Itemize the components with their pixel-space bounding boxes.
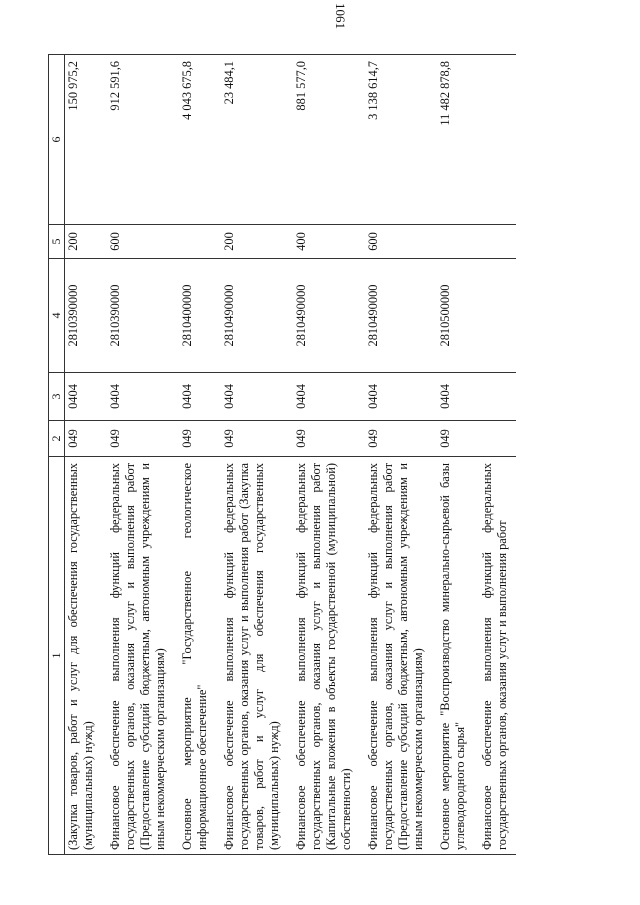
row-rz: 0404 [102, 373, 174, 421]
row-csr: 2810400000 [174, 259, 216, 373]
row-vr: 600 [360, 225, 432, 259]
budget-table [48, 54, 516, 855]
table-row [288, 55, 360, 855]
row-gr: 049 [360, 421, 432, 457]
table-row [216, 55, 288, 855]
row-csr: 2810490000 [216, 259, 288, 373]
row-vr: 200 [216, 225, 288, 259]
table-row [65, 55, 103, 855]
row-sum: 23 484,1 [216, 55, 288, 225]
row-rz: 0404 [360, 373, 432, 421]
row-sum: 912 591,6 [102, 55, 174, 225]
rotated-table-container [48, 55, 528, 855]
row-rz: 0404 [216, 373, 288, 421]
row-name: Финансовое обеспечение выполнения функций федеральных государственных органов, оказания услуг и выполнения работ (Закупка товаров, работ и услуг для обеспечения государственных (муниципальных) нужд) [216, 457, 288, 855]
row-gr: 049 [65, 421, 103, 457]
row-csr: 2810490000 [288, 259, 360, 373]
table-row [432, 55, 474, 855]
row-rz: 0404 [174, 373, 216, 421]
table-row [102, 55, 174, 855]
row-csr [474, 259, 516, 373]
header-row [49, 55, 65, 855]
row-gr: 049 [432, 421, 474, 457]
row-vr [174, 225, 216, 259]
row-csr: 2810390000 [65, 259, 103, 373]
row-sum: 11 482 878,8 [432, 55, 474, 225]
row-gr: 049 [102, 421, 174, 457]
row-name: Финансовое обеспечение выполнения функций федеральных государственных органов, оказания услуг и выполнения работ (Капитальные вложения в объекты государственной (муниципальной) собственности) [288, 457, 360, 855]
row-gr: 049 [216, 421, 288, 457]
row-vr: 400 [288, 225, 360, 259]
row-sum: 3 138 614,7 [360, 55, 432, 225]
row-gr [474, 421, 516, 457]
row-name: Финансовое обеспечение выполнения функций федеральных государственных органов, оказания услуг и выполнения работ (Предоставление субсидий бюджетным, автономным учреждениям и иным некоммерческим организациям) [102, 457, 174, 855]
row-vr: 600 [102, 225, 174, 259]
row-sum: 4 043 675,8 [174, 55, 216, 225]
header-col-5: 5 [49, 225, 65, 259]
row-rz [474, 373, 516, 421]
row-vr [432, 225, 474, 259]
row-name: Финансовое обеспечение выполнения функций федеральных государственных органов, оказания услуг и выполнения работ (Предоставление субсидий бюджетным, автономным учреждениям и иным некоммерческим организациям) [360, 457, 432, 855]
header-col-4: 4 [49, 259, 65, 373]
row-gr: 049 [174, 421, 216, 457]
page-number: 1061 [333, 3, 348, 29]
row-name: (Закупка товаров, работ и услуг для обеспечения государственных (муниципальных) нужд) [65, 457, 103, 855]
row-vr: 200 [65, 225, 103, 259]
header-col-3: 3 [49, 373, 65, 421]
row-sum: 881 577,0 [288, 55, 360, 225]
header-col-1: 1 [49, 457, 65, 855]
row-rz: 0404 [65, 373, 103, 421]
table-row [474, 55, 516, 855]
row-name: Основное мероприятие "Государственное геологическое информационное обеспечение" [174, 457, 216, 855]
row-name: Основное мероприятие "Воспроизводство минерально-сырьевой базы углеводородного сырья" [432, 457, 474, 855]
row-sum: 150 975,2 [65, 55, 103, 225]
row-csr: 2810490000 [360, 259, 432, 373]
row-rz: 0404 [288, 373, 360, 421]
row-name: Финансовое обеспечение выполнения функций федеральных государственных органов, оказания услуг и выполнения работ [474, 457, 516, 855]
header-col-2: 2 [49, 421, 65, 457]
row-csr: 2810390000 [102, 259, 174, 373]
row-rz: 0404 [432, 373, 474, 421]
header-col-6: 6 [49, 55, 65, 225]
table-row [174, 55, 216, 855]
row-csr: 2810500000 [432, 259, 474, 373]
row-vr [474, 225, 516, 259]
row-sum [474, 55, 516, 225]
table-row [360, 55, 432, 855]
row-gr: 049 [288, 421, 360, 457]
